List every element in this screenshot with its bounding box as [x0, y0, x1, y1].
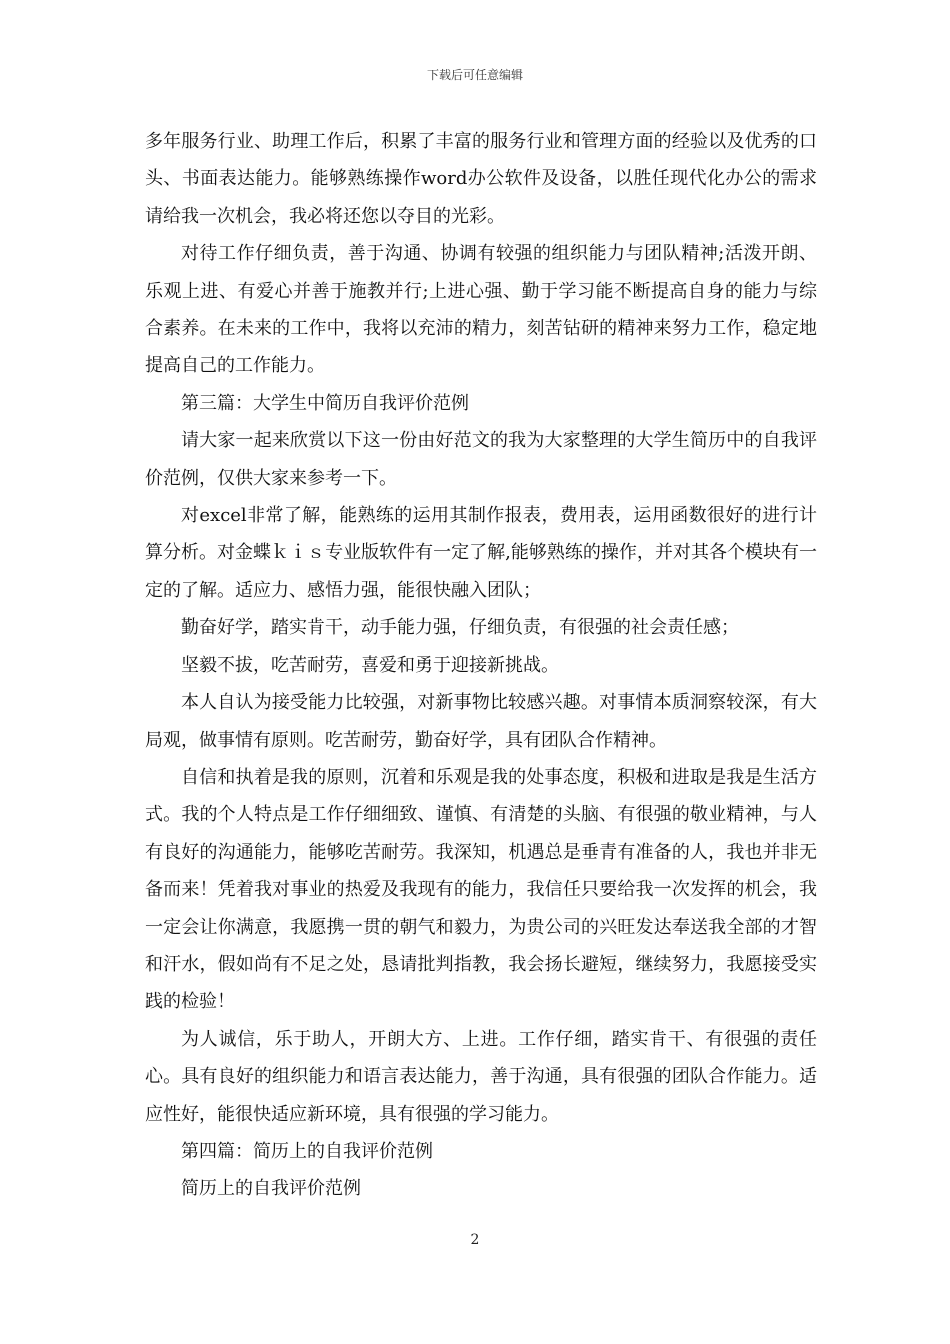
- paragraph: 对excel非常了解，能熟练的运用其制作报表，费用表，运用函数很好的进行计算分析。对金蝶ｋｉｓ专业版软件有一定了解,能够熟练的操作，并对其各个模块有一定的了解。适应力、感悟力强，能很快融入团队；: [145, 505, 817, 601]
- page-number: 2: [470, 1232, 480, 1248]
- paragraph: 简历上的自我评价范例: [181, 1178, 361, 1200]
- page-header: 下载后可任意编辑: [426, 68, 523, 82]
- paragraph: 对待工作仔细负责，善于沟通、协调有较强的组织能力与团队精神;活泼开朗、乐观上进、有爱心并善于施教并行;上进心强、勤于学习能不断提高自身的能力与综合素养。在未来的工作中，我将以充沛的精力，刻苦钻研的精神来努力工作，稳定地提高自己的工作能力。: [145, 243, 817, 377]
- paragraph: 勤奋好学，踏实肯干，动手能力强，仔细负责，有很强的社会责任感；: [181, 617, 739, 639]
- paragraph: 本人自认为接受能力比较强，对新事物比较感兴趣。对事情本质洞察较深，有大局观，做事情有原则。吃苦耐劳，勤奋好学，具有团队合作精神。: [145, 692, 817, 751]
- section-heading: 第四篇：简历上的自我评价范例: [181, 1140, 433, 1162]
- paragraph: 坚毅不拔，吃苦耐劳，喜爱和勇于迎接新挑战。: [181, 654, 559, 676]
- paragraph: 请大家一起来欣赏以下这一份由好范文的我为大家整理的大学生简历中的自我评价范例，仅供大家来参考一下。: [145, 430, 817, 489]
- section-heading: 第三篇：大学生中简历自我评价范例: [181, 392, 469, 414]
- document-body: [145, 123, 817, 1208]
- paragraph: 多年服务行业、助理工作后，积累了丰富的服务行业和管理方面的经验以及优秀的口头、书面表达能力。能够熟练操作word办公软件及设备，以胜任现代化办公的需求请给我一次机会，我必将还您以夺目的光彩。: [145, 131, 817, 227]
- paragraph: 为人诚信，乐于助人，开朗大方、上进。工作仔细，踏实肯干、有很强的责任心。具有良好的组织能力和语言表达能力，善于沟通，具有很强的团队合作能力。适应性好，能很快适应新环境，具有很强的学习能力。: [145, 1028, 817, 1125]
- paragraph: 自信和执着是我的原则，沉着和乐观是我的处事态度，积极和进取是我是生活方式。我的个人特点是工作仔细细致、谨慎、有清楚的头脑、有很强的敬业精神，与人有良好的沟通能力，能够吃苦耐劳。我深知，机遇总是垂青有准备的人，我也并非无备而来！凭着我对事业的热爱及我现有的能力，我信任只要给我一次发挥的机会，我一定会让你满意，我愿携一贯的朝气和毅力，为贵公司的兴旺发达奉送我全部的才智和汗水，假如尚有不足之处，恳请批判指教，我会扬长避短，继续努力，我愿接受实践的检验！: [145, 766, 817, 1013]
